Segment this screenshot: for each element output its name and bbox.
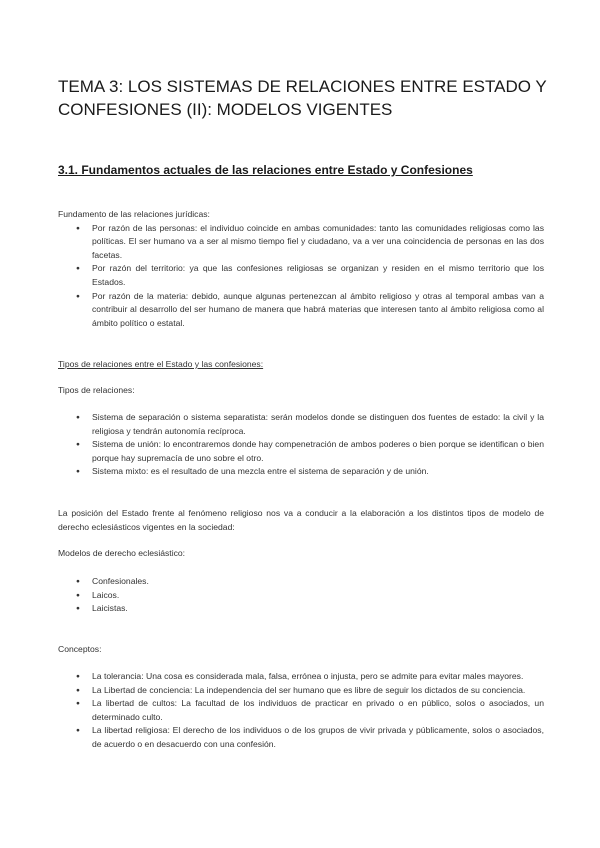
modelos-intro: Modelos de derecho eclesiástico: [58,548,186,558]
list-item: ● La tolerancia: Una cosa es considerada mala, falsa, errónea o injusta, pero se admite para evitar males mayores. [58,670,544,684]
list-item: ● Sistema mixto: es el resultado de una mezcla entre el sistema de separación y de unión. [58,465,544,479]
section-heading: 3.1. Fundamentos actuales de las relaciones entre Estado y Confesiones [58,163,473,177]
list-item: ● Por razón de la materia: debido, aunque algunas pertenezcan al ámbito religioso y otras al temporal ambas van a contribuir al desarrollo del ser humano de manera que habrá materias que interesen tanto al ámbito religiosa como al ámbito político o estatal. [58,290,544,331]
page-title: TEMA 3: LOS SISTEMAS DE RELACIONES ENTRE ESTADO Y CONFESIONES (II): MODELOS VIGENTES [58,77,547,119]
list-item: ● Por razón del territorio: ya que las confesiones religiosas se organizan y residen en el mismo territorio que los Estados. [58,262,544,289]
list-item: ● La libertad de cultos: La facultad de los individuos de practicar en privado o en público, solos o asociados, un determinado culto. [58,697,544,724]
list-item: ● La Libertad de conciencia: La independencia del ser humano que es libre de seguir los dictados de su conciencia. [58,684,544,698]
list-item: ● Confesionales. [58,575,544,589]
fundamentos-list [58,222,544,331]
list-item: ● Laicos. [58,589,544,603]
tipos-intro: Tipos de relaciones: [58,385,135,395]
list-item: ● La libertad religiosa: El derecho de los individuos o de los grupos de vivir privada y públicamente, solos o asociados, de acuerdo o en desacuerdo con una confesión. [58,724,544,751]
list-item: ● Sistema de separación o sistema separatista: serán modelos donde se distinguen dos fuentes de estado: la civil y la religiosa y tendrán autonomía recíproca. [58,411,544,438]
fundamentos-block [58,208,544,330]
conceptos-list [58,670,544,752]
list-item: ● Sistema de unión: lo encontraremos donde hay compenetración de ambos poderes o bien porque se identifican o bien porque hay supremacía de uno sobre el otro. [58,438,544,465]
list-item: ● Laicistas. [58,602,544,616]
tipos-heading: Tipos de relaciones entre el Estado y las confesiones: [58,359,264,369]
tipos-list [58,411,544,479]
fundamento-intro: Fundamento de las relaciones jurídicas: [58,209,210,219]
modelos-list [58,575,544,616]
posicion-paragraph: La posición del Estado frente al fenómeno religioso nos va a conducir a la elaboración a los distintos tipos de modelo de derecho eclesiásticos vigentes en la sociedad: [58,508,544,532]
conceptos-intro: Conceptos: [58,644,102,654]
list-item: ● Por razón de las personas: el individuo coincide en ambas comunidades: tanto las comunidades religiosas como las políticas. El ser humano va a ser al mismo tiempo fiel y ciudadano, va a ver una coincidencia de personas en las dos facetas. [58,222,544,263]
